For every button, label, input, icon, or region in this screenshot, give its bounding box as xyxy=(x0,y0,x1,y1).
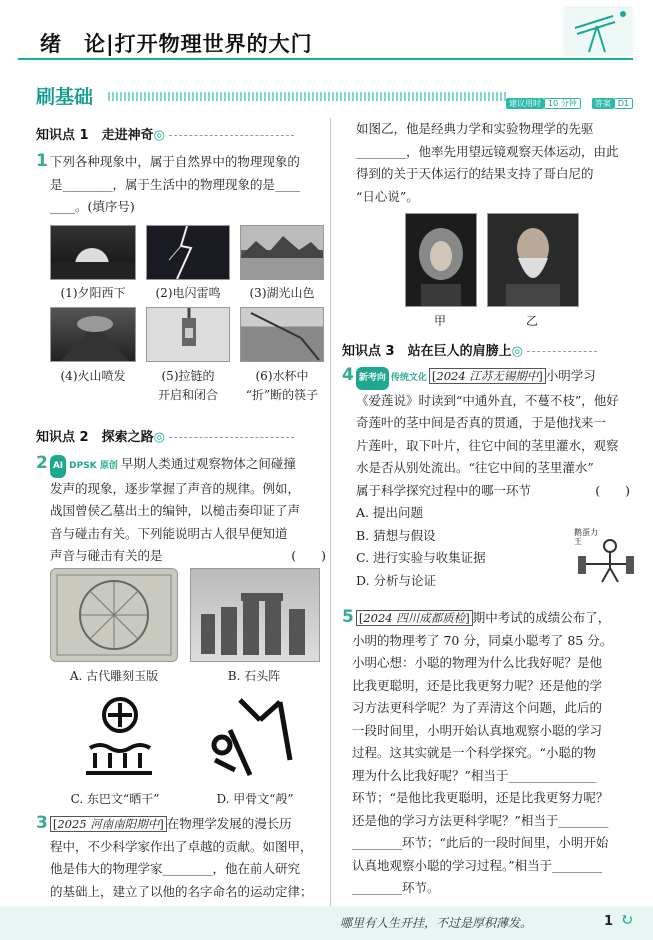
q1-caption-1: (1)夕阳西下 xyxy=(60,286,126,300)
q3-line7: 得到的关于天体运行的结果支持了哥白尼的 xyxy=(356,166,594,181)
galileo-portrait xyxy=(487,213,579,307)
q2-answer-bracket: ( ) xyxy=(291,548,326,563)
kp3-title: 知识点 3 站在巨人的肩膀上 xyxy=(342,344,512,359)
q4-option-b: B. 猜想与假设 xyxy=(356,527,436,543)
telescope-icon xyxy=(563,6,633,56)
volcano-photo xyxy=(50,307,136,362)
q2-line2: 发声的现象，逐步掌握了声音的规律。例如， xyxy=(50,480,301,496)
answer-tag: 答案 xyxy=(592,98,614,109)
q2-line1: 早期人类通过观察物体之间碰撞 xyxy=(120,456,296,471)
newton-portrait xyxy=(405,213,477,307)
time-tag: 建议用时 xyxy=(506,98,544,109)
page-number: 1 xyxy=(604,914,614,929)
q5-line9: 环节；“是他比我更聪明，还是比我更努力呢？ xyxy=(352,790,609,805)
target-icon: ◎ xyxy=(153,128,165,143)
q3-line6: ________，他率先用望远镜观察天体运动，由此 xyxy=(356,143,619,159)
q4-line5: 水是否从别处流出。“往它中间的茎里灌水” xyxy=(356,460,594,475)
stonehenge-image xyxy=(190,568,320,662)
target-icon: ◎ xyxy=(511,344,523,359)
question-2 xyxy=(36,452,326,568)
question-3-continued xyxy=(356,118,638,208)
q4-line4: 片莲叶，取下叶片，往它中间的茎里灌水，观察 xyxy=(356,437,619,453)
q5-line6: 一段时间里，小明开始认真地观察小聪的学习 xyxy=(352,722,603,738)
q4-answer-bracket: ( ) xyxy=(595,482,630,498)
q3-source: 2025 河南南阳期中 xyxy=(57,817,160,831)
q1-line1: 下列各种现象中，属于自然界中的物理现象的 xyxy=(49,154,300,169)
q4-option-c: C. 进行实验与收集证据 xyxy=(356,550,486,565)
q2-option-a: A. 古代雕刻玉版 xyxy=(69,669,159,683)
q5-line10: 还是他的学习方法更科学呢？”相当于________ xyxy=(352,812,609,828)
kp2-title: 知识点 2 探索之路 xyxy=(36,430,154,445)
question-1 xyxy=(36,150,326,219)
chopsticks-photo xyxy=(240,307,324,362)
header-divider xyxy=(18,58,633,60)
q2-option-b: B. 石头阵 xyxy=(227,669,281,683)
q2-line5: 声音与碰击有关的是 xyxy=(50,548,163,563)
footer-motto: 哪里有人生开挂，不过是厚积薄发。 xyxy=(340,916,533,930)
q5-line11: ________环节；“此后的一段时间里，小明开始 xyxy=(352,835,609,850)
q5-line12: 认真地观察小聪的学习过程。”相当于________ xyxy=(352,857,603,873)
q2-option-c: C. 东巴文“晒干” xyxy=(70,792,160,806)
q3-line3: 他是伟大的物理学家________，他在前人研究 xyxy=(50,861,301,876)
dongba-glyph-image xyxy=(80,693,160,783)
q1-caption-5b: 开启和闭合 xyxy=(157,388,218,402)
q1-caption-4: (4)火山喷发 xyxy=(60,369,126,383)
weightlifter-cartoon xyxy=(572,528,634,590)
question-4: 4 新考向 传统文化 [2024 江苏无锡期中] 小明学习 《爱莲说》时读到“中通外直，不蔓不枝”，他好 奇莲叶的茎中间是否真的贯通，于是他找来一 片莲叶，取下叶片，往它中间的茎里灌水，观察 水是否从别处流出。“往它中间的茎里灌水” 属于科学探究过程中的哪一环节 ( ) A. 提出问题 B. 猜想与假设 C. 进行实验与收集证据 D. 分析与论证 xyxy=(342,364,638,592)
q4-line2: 《爱莲说》时读到“中通外直，不蔓不枝”，他好 xyxy=(356,392,619,408)
swirl-icon: ↻ xyxy=(620,910,634,929)
knowledge-point-2 xyxy=(36,426,294,445)
q3-caption-a: 甲 xyxy=(433,314,446,328)
jade-tablet-image xyxy=(50,568,178,662)
sunset-photo xyxy=(50,225,136,280)
question-5: 5 [2024 四川成都质检] 期中考试的成绩公布了， 小明的物理考了 70 分，同桌小聪考了 85 分。 小明心想：小聪的物理为什么比我好呢？是他 比我更聪明，还是比我更努力呢？还是他的学 习方法更科学呢？为了弄清这个问题，此后的 一段时间里，小明开始认真地观察小聪的学习 过程。这其实就是一个科学探究。“小聪的物 理为什么比我好呢？”相当于______________ 环节；“是他比我更聪明，还是比我更努力呢？ 还是他的学习方法更科学呢？”相当于________ ________环节；“此后的一段时间里，小明开始 认真地观察小聪的学习过程。”相当于________ ________环节。 xyxy=(342,606,638,900)
q3-line4: 的基础上，建立了以他的名字命名的运动定律； xyxy=(50,883,313,899)
q4-source: 2024 江苏无锡期中 xyxy=(436,369,539,383)
decorative-stripes xyxy=(108,92,508,101)
q1-caption-3: (3)湖光山色 xyxy=(249,286,315,300)
q3-line1: 在物理学发展的漫长历 xyxy=(166,816,292,831)
q4-line1: 小明学习 xyxy=(545,368,596,383)
q5-number: 5 xyxy=(342,607,354,627)
q5-line8: 理为什么比我好呢？”相当于______________ xyxy=(352,767,596,783)
q3-number: 3 xyxy=(36,813,48,833)
zipper-photo xyxy=(146,307,230,362)
q4-number: 4 xyxy=(342,365,354,385)
q5-line13: ________环节。 xyxy=(352,880,440,895)
cartoon-caption: 鹅蛋力王 xyxy=(574,528,598,546)
q1-caption-5a: (5)拉链的 xyxy=(161,369,215,383)
q4-option-d: D. 分析与论证 xyxy=(356,572,437,588)
q5-line1: 期中考试的成绩公布了， xyxy=(472,610,611,625)
q4-option-a: A. 提出问题 xyxy=(356,505,423,520)
q4-line3: 奇莲叶的茎中间是否真的贯通，于是他找来一 xyxy=(356,415,607,430)
q1-line2: 是________，属于生活中的物理现象的是____ xyxy=(50,176,301,192)
knowledge-point-1 xyxy=(36,124,294,143)
footer-band xyxy=(0,906,653,940)
q5-line5: 习方法更科学呢？为了弄清这个问题，此后的 xyxy=(352,700,603,715)
dpsk-label: DPSK 原创 xyxy=(69,461,118,471)
q3-caption-b: 乙 xyxy=(525,314,538,328)
q1-line3: ____。(填序号) xyxy=(50,199,135,214)
q5-line4: 比我更聪明，还是比我更努力呢？还是他的学 xyxy=(352,677,603,693)
section-label: 刷基础 xyxy=(36,86,94,108)
q3-line5: 如图乙，他是经典力学和实验物理学的先驱 xyxy=(356,121,594,136)
q1-caption-6b: “折”断的筷子 xyxy=(245,388,319,402)
ai-badge: AI xyxy=(50,455,66,478)
lightning-photo xyxy=(146,225,230,280)
answer-page: D1 xyxy=(614,98,633,109)
new-trend-badge: 新考向 xyxy=(356,367,389,390)
q1-caption-2: (2)电闪雷鸣 xyxy=(155,286,221,300)
question-3: 3 [2025 河南南阳期中] 在物理学发展的漫长历 程中，不少科学家作出了卓越的贡献。如图甲， 他是伟大的物理学家________，他在前人研究 的基础上，建立了以他的名字命名的运动定律； xyxy=(36,812,328,903)
q5-source: 2024 四川成都质检 xyxy=(363,611,466,625)
q5-line3: 小明心想：小聪的物理为什么比我好呢？是他 xyxy=(352,655,603,670)
target-icon: ◎ xyxy=(153,430,165,445)
q1-caption-6a: (6)水杯中 xyxy=(255,369,309,383)
traditional-culture-label: 传统文化 xyxy=(390,373,427,383)
column-divider xyxy=(330,118,331,908)
q5-line2: 小明的物理考了 70 分，同桌小聪考了 85 分。 xyxy=(352,632,613,648)
lake-photo xyxy=(240,225,324,280)
q2-line3: 战国曾侯乙墓出土的编钟，以槌击奏印证了声 xyxy=(50,503,301,518)
oracle-bone-glyph-image xyxy=(200,690,300,785)
q3-line2: 程中，不少科学家作出了卓越的贡献。如图甲， xyxy=(50,838,313,854)
q4-line6: 属于科学探究过程中的哪一环节 xyxy=(356,482,532,498)
time-suggestion xyxy=(506,91,633,110)
q1-number: 1 xyxy=(36,151,48,171)
q2-option-d: D. 甲骨文“殸” xyxy=(216,792,294,806)
q3-line8: “日心说”。 xyxy=(356,188,419,204)
time-value: 10 分钟 xyxy=(544,98,581,109)
q2-line4: 音与碰击有关。下列能说明古人很早便知道 xyxy=(50,525,288,541)
page-title: 绪 论|打开物理世界的大门 xyxy=(40,32,313,56)
q2-number: 2 xyxy=(36,453,48,473)
q5-line7: 过程。这其实就是一个科学探究。“小聪的物 xyxy=(352,745,596,760)
kp1-title: 知识点 1 走进神奇 xyxy=(36,128,154,143)
knowledge-point-3 xyxy=(342,340,597,359)
